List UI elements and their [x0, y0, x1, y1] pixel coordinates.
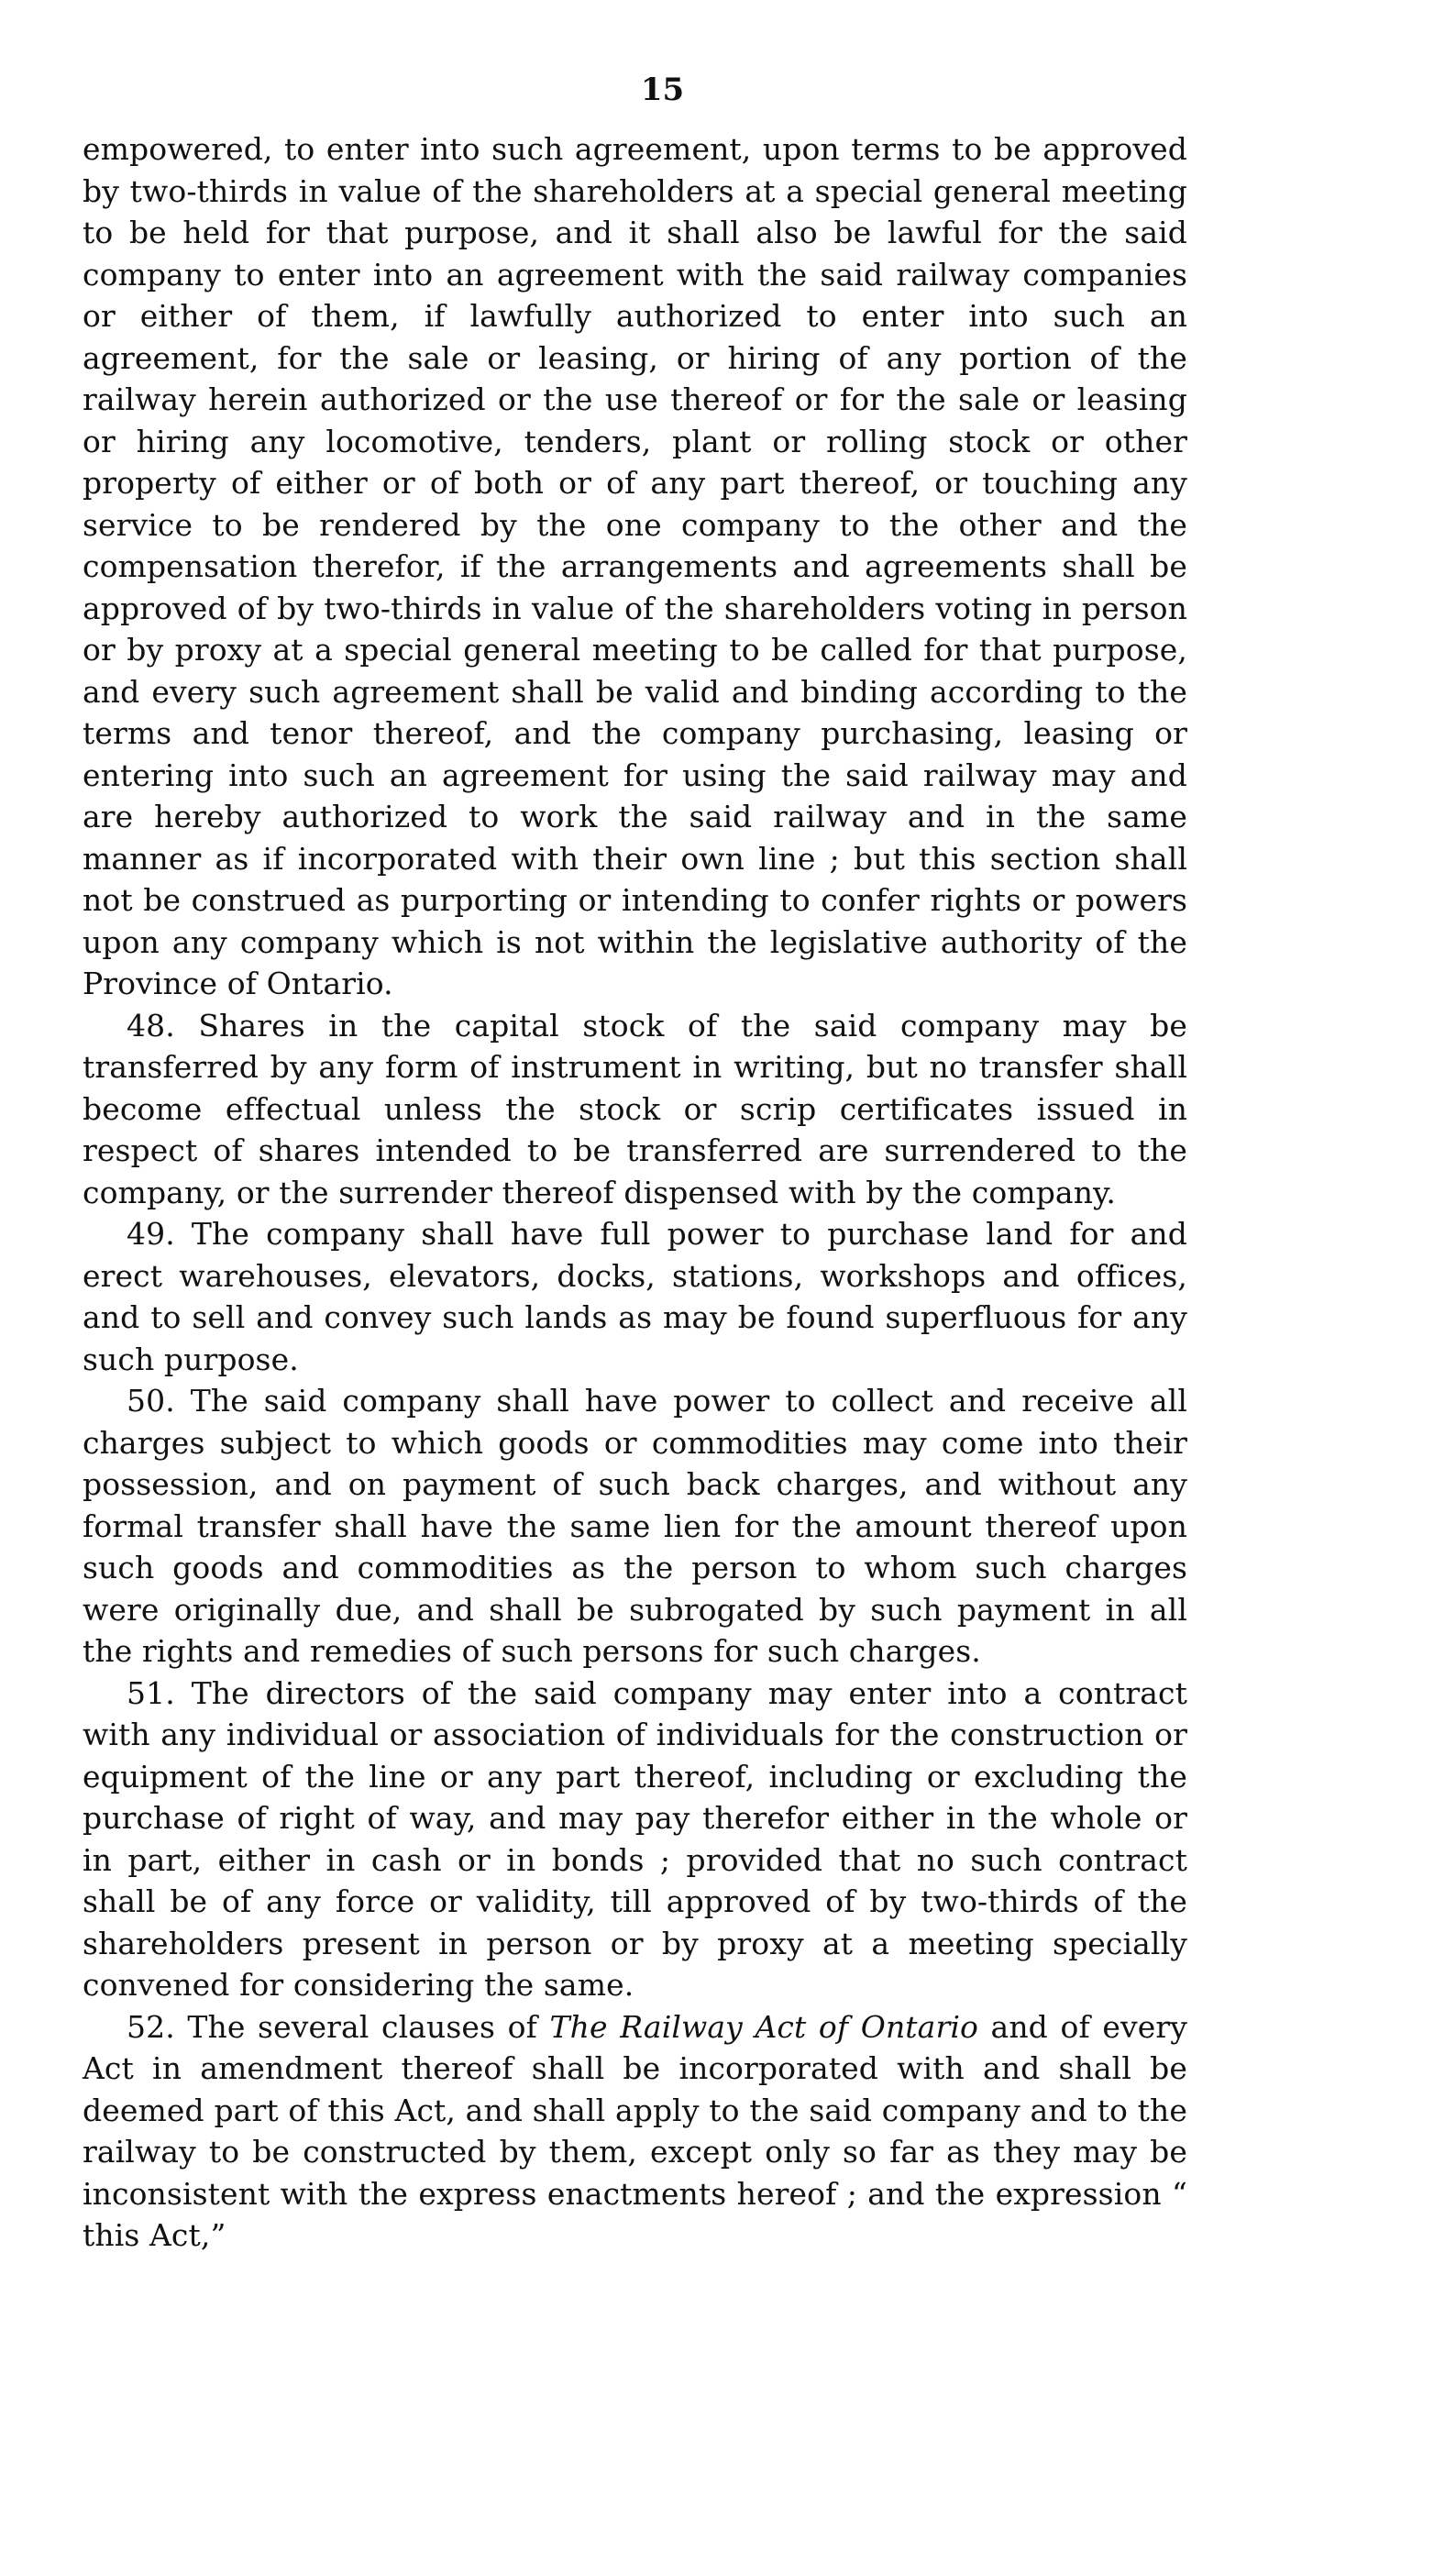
section-48-number: 48. [127, 1007, 175, 1044]
section-51-text: The directors of the said company may enter into a contract with any individual or association of individuals for the construction or equipment of the line or any part thereof, including or excluding the purchase of right of way, and may pay therefor either in the whole or in part, either in cash or in bonds ; provided that no such contract shall be of any force or validity, till approved of by two-thirds of the shareholders present in person or by proxy at a meeting specially convened for considering the same. [83, 1674, 1187, 2003]
page-number: 15 [640, 72, 685, 108]
section-48-text: Shares in the capital stock of the said company may be transferred by any form of instrument in writing, but no transfer shall become effectual unless the stock or scrip certificates issued in respect of shares intended to be transferred are surrendered to the company, or the surrender thereof dispensed with by the company. [83, 1007, 1187, 1210]
section-52-text-pre: The several clauses of [187, 2008, 537, 2045]
act-title: The Railway Act of Ontario [549, 2008, 978, 2045]
paragraph-continued: empowered, to enter into such agreement, upon terms to be approved by two-thirds in value of the shareholders at a special general meeting to be held for that purpose, and it shall also be lawful for the said company to enter into an agreement with the said railway companies or either of them, if lawfully authorized to enter into such an agreement, for the sale or leasing, or hiring of any portion of the railway herein authorized or the use thereof or for the sale or leasing or hiring any locomotive, tenders, plant or rolling stock or other property of either or of both or of any part thereof, or touching any service to be rendered by the one company to the other and the compensation therefor, if the arrangements and agreements shall be approved of by two-thirds in value of the shareholders voting in person or by proxy at a special general meeting to be called for that purpose, and every such agreement shall be valid and binding according to the terms and tenor thereof, and the company purchasing, leasing or entering into such an agreement for using the said railway may and are hereby authorized to work the said railway and in the same manner as if incorporated with their own line ; but this section shall not be construed as purporting or intending to confer rights or powers upon any company which is not within the legislative authority of the Province of Ontario. [83, 131, 1187, 1001]
section-50-text: The said company shall have power to collect and receive all charges subject to which goods or commodities may come into their possession, and on payment of such back charges, and without any formal transfer shall have the same lien for the amount thereof upon such goods and commodities as the person to whom such charges were originally due, and shall be subrogated by such payment in all the rights and remedies of such persons for such charges. [83, 1383, 1187, 1669]
section-51 [83, 1673, 1187, 2006]
section-48 [83, 1005, 1187, 1214]
document-page [83, 72, 1187, 2257]
section-51-number: 51. [127, 1674, 175, 1711]
section-52-text-post: and of every Act in amendment thereof shall be incorporated with and shall be deemed part of this Act, and shall apply to the said company and to the railway to be constructed by them, except only so far as they may be inconsistent with the express enactments hereof ; and the expression “ this Act,” [83, 2008, 1187, 2253]
section-52-number: 52. [127, 2008, 175, 2045]
section-50-number: 50. [127, 1383, 175, 1419]
body-text [83, 128, 1187, 2257]
section-49-text: The company shall have full power to purchase land for and erect warehouses, elevators, docks, stations, workshops and offices, and to sell and convey such lands as may be found superfluous for any such purpose. [83, 1216, 1187, 1377]
section-49 [83, 1213, 1187, 1380]
section-52 [83, 2006, 1187, 2257]
section-50 [83, 1380, 1187, 1673]
section-49-number: 49. [127, 1216, 175, 1252]
